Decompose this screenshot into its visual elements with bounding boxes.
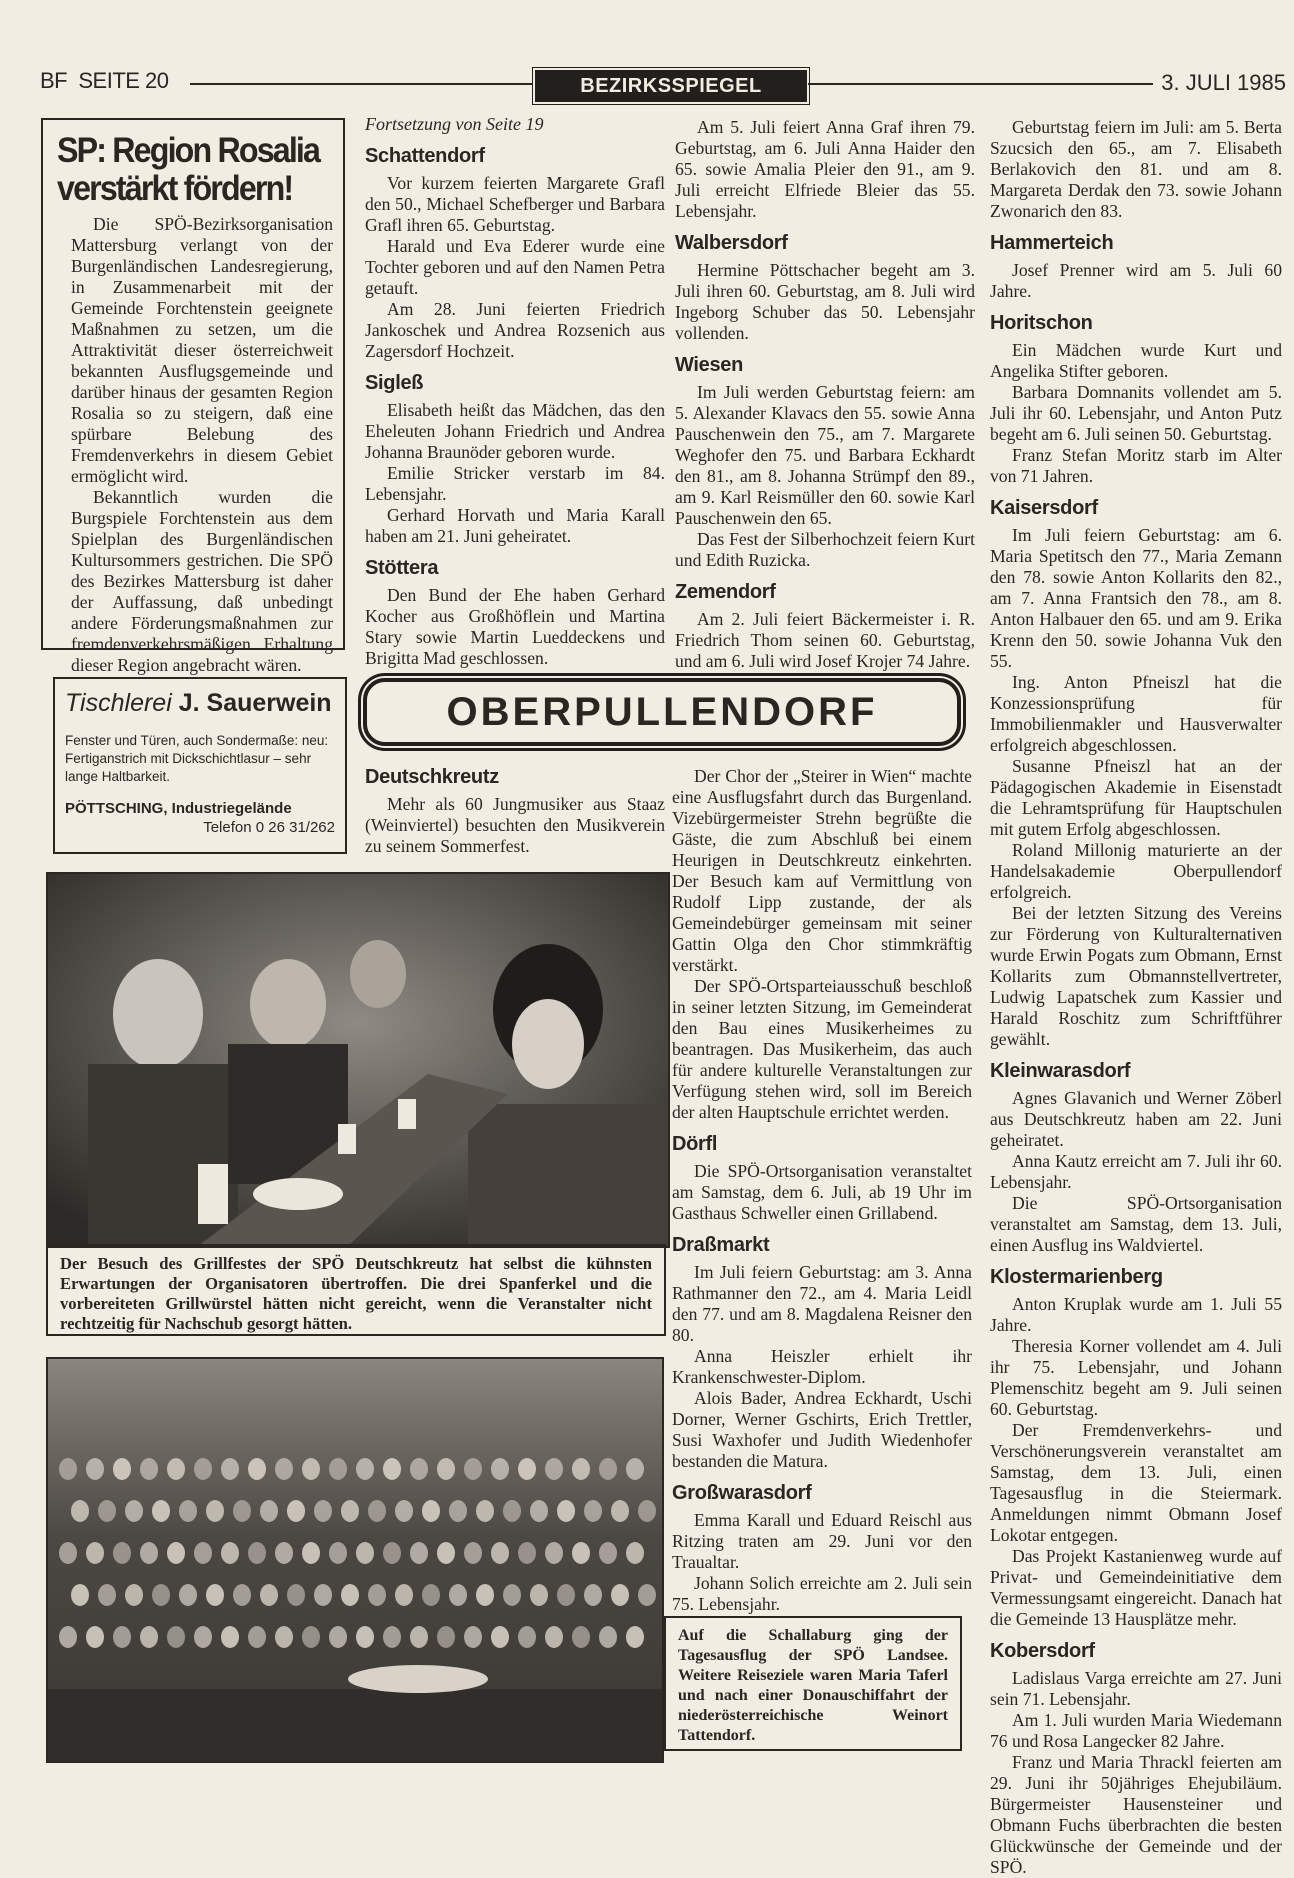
photo-caption: Der Besuch des Grillfestes der SPÖ Deutschkreutz hat selbst die kühnsten Erwartungen der Organisatoren übertroffen. Die drei Spanferkel und die vorbereiteten Grillwürstel hätten nicht gereicht, wenn die Veranstalter nicht rechtzeitig für Nachschub gesorgt hätten.: [46, 1244, 666, 1336]
crowd-face: [260, 1584, 278, 1606]
crowd-face: [206, 1500, 224, 1522]
article-paragraph: Am 5. Juli feiert Anna Graf ihren 79. Geburtstag, am 6. Juli Anna Haider den 65. sowie Amalia Pleier den 91., am 9. Juli erreicht Elfriede Bleier das 55. Lebensjahr.: [675, 117, 975, 221]
article-paragraph: Emilie Stricker verstarb im 84. Lebensjahr.: [365, 463, 665, 504]
news-item: [365, 371, 665, 547]
column-local-news: [365, 114, 665, 669]
photo-image: [48, 874, 668, 1246]
crowd-face: [287, 1584, 305, 1606]
crowd-face: [518, 1626, 536, 1648]
crowd-face: [368, 1500, 386, 1522]
crowd-face: [71, 1500, 89, 1522]
column-local-news: [675, 117, 975, 672]
crowd-face: [140, 1626, 158, 1648]
crowd-face: [59, 1626, 77, 1648]
article-paragraph: Emma Karall und Eduard Reischl aus Ritzing traten am 29. Juni vor den Traualtar.: [672, 1510, 972, 1572]
crowd-face: [572, 1626, 590, 1648]
article-paragraph: Der Chor der „Steirer in Wien“ machte eine Ausflugsfahrt durch das Burgenland. Vizebürgermeister Strehn begrüßte die Gäste, die zum Abschluß bei einem Heurigen in Deutschkreutz einkehrten. Der Besuch kam auf Vermittlung von Rudolf Lipp zustande, der als Gemeindebürger gemeinsam mit seiner Gattin Olga den Chor stimmkräftig verstärkt.: [672, 766, 972, 975]
ad-name: Tischlerei: [65, 689, 172, 717]
article-paragraph: Susanne Pfneiszl hat an der Pädagogischen Akademie in Eisenstadt die Lehramtsprüfung für Hauptschulen mit gutem Erfolg abgeschlossen.: [990, 756, 1282, 839]
crowd-face: [599, 1458, 617, 1480]
crowd-face: [140, 1542, 158, 1564]
town-heading: Zemendorf: [675, 581, 776, 603]
page-label: SEITE 20: [78, 68, 169, 93]
article-paragraph: Das Projekt Kastanienweg wurde auf Privat- und Gemeindeinitiative dem Vermessungsamt eingereicht. Danach hat die Gemeinde 13 Hausplätze mehr.: [990, 1546, 1282, 1629]
lead-headline: [57, 132, 320, 208]
crowd-face: [179, 1500, 197, 1522]
crowd-face: [518, 1458, 536, 1480]
town-heading: Klostermarienberg: [990, 1266, 1163, 1288]
article-paragraph: Mehr als 60 Jungmusiker aus Staaz (Weinviertel) besuchten den Musikverein zu seinem Sommerfest.: [365, 794, 665, 856]
article-paragraph: Am 1. Juli wurden Maria Wiedemann 76 und Rosa Langecker 82 Jahre.: [990, 1710, 1282, 1751]
article-paragraph: Die SPÖ-Ortsorganisation veranstaltet am Samstag, dem 13. Juli, einen Ausflug ins Waldviertel.: [990, 1193, 1282, 1255]
article-paragraph: Im Juli feiern Geburtstag: am 6. Maria Spetitsch den 77., Maria Zemann den 78. sowie Anton Kollarits den 82., am 7. Anna Frantsich den 78., am 8. Anton Halbauer den 65. und am 9. Erika Krenn den 50. sowie Johanna Vuk den 55.: [990, 525, 1282, 671]
crowd-face: [491, 1626, 509, 1648]
town-heading: Sigleß: [365, 372, 424, 394]
crowd-face: [167, 1458, 185, 1480]
article-paragraph: Am 2. Juli feiert Bäckermeister i. R. Friedrich Thom seinen 60. Geburtstag, und am 6. Juli wird Josef Krojer 74 Jahre.: [675, 609, 975, 671]
town-heading: Walbersdorf: [675, 232, 788, 254]
crowd-face: [422, 1500, 440, 1522]
town-heading: Kaisersdorf: [990, 497, 1098, 519]
crowd-face: [275, 1626, 293, 1648]
crowd-face: [437, 1458, 455, 1480]
crowd-face: [329, 1458, 347, 1480]
town-heading: Stöttera: [365, 557, 439, 579]
column-district-news: [672, 766, 972, 1615]
photo-grill-festival: [46, 872, 670, 1248]
news-item: [990, 1639, 1282, 1878]
crowd-face: [167, 1626, 185, 1648]
crowd-face: [314, 1500, 332, 1522]
crowd-face: [383, 1458, 401, 1480]
crowd-face: [437, 1626, 455, 1648]
crowd-face: [341, 1500, 359, 1522]
crowd-face: [530, 1500, 548, 1522]
news-item: [365, 556, 665, 669]
news-item: [672, 1233, 972, 1472]
news-item: [672, 1132, 972, 1224]
news-item: [675, 231, 975, 344]
issue-date: 3. JULI 1985: [1161, 70, 1286, 95]
crowd-face: [572, 1542, 590, 1564]
article-paragraph: Ein Mädchen wurde Kurt und Angelika Stifter geboren.: [990, 340, 1282, 381]
article-paragraph: Ladislaus Varga erreichte am 27. Juni sein 71. Lebensjahr.: [990, 1668, 1282, 1709]
crowd-face: [113, 1542, 131, 1564]
crowd-face: [125, 1584, 143, 1606]
crowd-face: [113, 1626, 131, 1648]
news-item: [672, 766, 972, 1123]
crowd-face: [449, 1584, 467, 1606]
section-badge: BEZIRKSSPIEGEL: [535, 70, 807, 102]
town-heading: Schattendorf: [365, 145, 485, 167]
crowd-face: [437, 1542, 455, 1564]
crowd-face: [194, 1626, 212, 1648]
crowd-face: [449, 1500, 467, 1522]
article-paragraph: Das Fest der Silberhochzeit feiern Kurt und Edith Ruzicka.: [675, 529, 975, 570]
news-item: [990, 117, 1282, 222]
crowd-face: [545, 1626, 563, 1648]
crowd-face: [59, 1542, 77, 1564]
article-paragraph: Im Juli werden Geburtstag feiern: am 5. Alexander Klavacs den 55. sowie Anna Pauschenwein den 75., am 7. Margarete Weghofer den 75. und Barbara Eckhardt den 81., am 8. Johanna Strümpf den 89., am 9. Karl Reismüller den 60. sowie Karl Pauschenwein den 65.: [675, 382, 975, 528]
crowd-face: [341, 1584, 359, 1606]
header-rule: [190, 83, 532, 85]
news-item: [990, 311, 1282, 487]
photo-image: [48, 1359, 662, 1761]
crowd-face: [545, 1458, 563, 1480]
crowd-face: [86, 1458, 104, 1480]
crowd-face: [599, 1542, 617, 1564]
town-heading: Draßmarkt: [672, 1234, 770, 1256]
crowd-face: [464, 1626, 482, 1648]
article-paragraph: Franz und Maria Thrackl feierten am 29. Juni ihr 50jähriges Ehejubiläum. Bürgermeister Hausensteiner und Obmann Fuchs überbrachten die besten Glückwünsche der Gemeinde und der SPÖ.: [990, 1752, 1282, 1877]
article-paragraph: Anton Kruplak wurde am 1. Juli 55 Jahre.: [990, 1294, 1282, 1335]
crowd-face: [221, 1458, 239, 1480]
crowd-face: [152, 1500, 170, 1522]
crowd-face: [626, 1458, 644, 1480]
continuation-note: Fortsetzung von Seite 19: [365, 114, 544, 134]
crowd-face: [302, 1542, 320, 1564]
crowd-face: [248, 1542, 266, 1564]
crowd-face: [221, 1542, 239, 1564]
crowd-face: [275, 1542, 293, 1564]
lead-body: [71, 214, 333, 676]
photo-group-excursion: [46, 1357, 664, 1763]
town-heading: Wiesen: [675, 354, 744, 376]
news-item: [990, 231, 1282, 302]
headline-line: verstärkt fördern!: [57, 169, 293, 208]
news-item: [365, 144, 665, 362]
article-paragraph: Bekanntlich wurden die Burgspiele Forchtenstein aus dem Spielplan des Burgenländischen Kultursommers gestrichen. Die SPÖ des Bezirkes Mattersburg ist daher der Auffassung, daß unbedingt andere Förderungsmaßnahmen zur fremdenverkehrsmäßigen Erhaltung dieser Region angebracht wären.: [71, 487, 333, 675]
crowd-face: [140, 1458, 158, 1480]
article-paragraph: Der SPÖ-Ortsparteiausschuß beschloß in seiner letzten Sitzung, im Gemeinderat den Bau eines Musikerheimes zu beantragen. Das Musikerheim, das auch für andere kulturelle Veranstaltungen zur Verfügung stehen wird, soll im Bereich der alten Hauptschule errichtet werden.: [672, 976, 972, 1122]
crowd-face: [476, 1500, 494, 1522]
crowd-face: [410, 1542, 428, 1564]
crowd-face: [248, 1458, 266, 1480]
article-paragraph: Franz Stefan Moritz starb im Alter von 71 Jahren.: [990, 445, 1282, 486]
article-paragraph: Alois Bader, Andrea Eckhardt, Uschi Dorner, Werner Gschirts, Erich Trettler, Susi Waxhofer und Judith Wiedenhofer bestanden die Matura.: [672, 1388, 972, 1471]
crowd-face: [59, 1458, 77, 1480]
article-paragraph: Josef Prenner wird am 5. Juli 60 Jahre.: [990, 260, 1282, 301]
article-paragraph: Agnes Glavanich und Werner Zöberl aus Deutschkreutz haben am 22. Juni geheiratet.: [990, 1088, 1282, 1150]
crowd-face: [194, 1458, 212, 1480]
crowd-face: [329, 1626, 347, 1648]
article-paragraph: Die SPÖ-Ortsorganisation veranstaltet am Samstag, dem 6. Juli, ab 19 Uhr im Gasthaus Schweller einen Grillabend.: [672, 1161, 972, 1223]
crowd-face: [356, 1458, 374, 1480]
crowd-face: [356, 1626, 374, 1648]
article-paragraph: Anna Heiszler erhielt ihr Krankenschwester-Diplom.: [672, 1346, 972, 1387]
crowd-face: [368, 1584, 386, 1606]
article-paragraph: Anna Kautz erreicht am 7. Juli ihr 60. Lebensjahr.: [990, 1151, 1282, 1192]
article-paragraph: Elisabeth heißt das Mädchen, das den Eheleuten Johann Friedrich und Andrea Johanna Braunöder geboren wurde.: [365, 400, 665, 462]
crowd-face: [302, 1626, 320, 1648]
crowd-face: [491, 1458, 509, 1480]
crowd-face: [260, 1500, 278, 1522]
crowd-face: [545, 1542, 563, 1564]
article-paragraph: Hermine Pöttschacher begeht am 3. Juli ihren 60. Geburtstag, am 8. Juli wird Ingeborg Schuber das 50. Lebensjahr vollenden.: [675, 260, 975, 343]
crowd-face: [179, 1584, 197, 1606]
crowd-face: [626, 1542, 644, 1564]
news-item: [675, 580, 975, 672]
article-paragraph: Johann Solich erreichte am 2. Juli sein 75. Lebensjahr.: [672, 1573, 972, 1614]
crowd-face: [167, 1542, 185, 1564]
crowd-face: [503, 1500, 521, 1522]
article-paragraph: Roland Millonig maturierte an der Handelsakademie Oberpullendorf erfolgreich.: [990, 840, 1282, 902]
crowd-face: [302, 1458, 320, 1480]
crowd-face: [329, 1542, 347, 1564]
article-paragraph: Theresia Korner vollendet am 4. Juli ihr 75. Lebensjahr, und Johann Plemenschitz begeht am 9. Juli seinen 60. Geburtstag.: [990, 1336, 1282, 1419]
crowd-face: [491, 1542, 509, 1564]
header-rule: [808, 83, 1153, 85]
crowd-face: [557, 1584, 575, 1606]
ad-name-bold: J. Sauerwein: [178, 689, 332, 717]
crowd-face: [275, 1458, 293, 1480]
crowd-face: [206, 1584, 224, 1606]
news-item: [990, 1059, 1282, 1256]
news-item: [672, 1481, 972, 1615]
crowd-face: [557, 1500, 575, 1522]
crowd-face: [530, 1584, 548, 1606]
article-paragraph: Den Bund der Ehe haben Gerhard Kocher aus Großhöflein und Martina Stary sowie Martin Lueddeckens und Brigitta Mad geschlossen.: [365, 585, 665, 668]
page-number: [40, 68, 169, 94]
crowd-face: [584, 1584, 602, 1606]
news-item: [990, 1265, 1282, 1630]
crowd-face: [98, 1500, 116, 1522]
crowd-face: [476, 1584, 494, 1606]
crowd-face: [221, 1626, 239, 1648]
crowd-face: [152, 1584, 170, 1606]
article-paragraph: Harald und Eva Ederer wurde eine Tochter geboren und auf den Namen Petra getauft.: [365, 236, 665, 298]
advertisement: [53, 677, 347, 854]
news-item: [365, 765, 665, 857]
crowd-face: [464, 1458, 482, 1480]
crowd-face: [410, 1458, 428, 1480]
headline-line: SP: Region Rosalia: [57, 131, 320, 170]
column-local-news: [990, 117, 1282, 1878]
crowd-face: [638, 1500, 656, 1522]
crowd-face: [572, 1458, 590, 1480]
article-paragraph: Vor kurzem feierten Margarete Grafl den 50., Michael Schefberger und Barbara Grafl ihren 65. Geburtstag.: [365, 173, 665, 235]
article-paragraph: Die SPÖ-Bezirksorganisation Mattersburg verlangt von der Burgenländischen Landesregierung, in Zusammenarbeit mit der Gemeinde Forchtenstein geeignete Maßnahmen zu setzen, um die Attraktivität dieser österreichweit bekannten Ausflugsgemeinde und darüber hinaus der gesamten Region Rosalia so zu steigern, daß eine spürbare Belebung des Fremdenverkehrs in diesem Gebiet ermöglicht wird.: [71, 214, 333, 486]
news-item: [990, 496, 1282, 1050]
article-paragraph: Gerhard Horvath und Maria Karall haben am 21. Juni geheiratet.: [365, 505, 665, 546]
crowd-face: [113, 1458, 131, 1480]
town-heading: Großwarasdorf: [672, 1482, 812, 1504]
crowd-face: [125, 1500, 143, 1522]
section-code: BF: [40, 68, 68, 93]
crowd-face: [287, 1500, 305, 1522]
crowd-face: [383, 1542, 401, 1564]
town-heading: Kleinwarasdorf: [990, 1060, 1131, 1082]
town-heading: Kobersdorf: [990, 1640, 1095, 1662]
article-paragraph: Im Juli feiern Geburtstag: am 3. Anna Rathmanner den 72., am 4. Maria Leidl den 77. und am 8. Magdalena Reisner den 80.: [672, 1262, 972, 1345]
ad-address: PÖTTSCHING, Industriegelände: [65, 800, 292, 817]
column-district-news: [365, 756, 665, 857]
town-heading: Deutschkreutz: [365, 766, 499, 788]
crowd-face: [638, 1584, 656, 1606]
crowd-face: [626, 1626, 644, 1648]
photo-caption: Auf die Schallaburg ging der Tagesausflug der SPÖ Landsee. Weitere Reiseziele waren Maria Taferl und nach einer Donauschiffahrt der niederösterreichische Weinort Tattendorf.: [664, 1616, 962, 1751]
crowd-face: [233, 1584, 251, 1606]
crowd-face: [98, 1584, 116, 1606]
article-paragraph: Am 28. Juni feierten Friedrich Jankoschek und Andrea Rozsenich aus Zagersdorf Hochzeit.: [365, 299, 665, 361]
ad-description: Fenster und Türen, auch Sondermaße: neu: Fertiganstrich mit Dickschichtlasur – sehr lange Haltbarkeit.: [65, 733, 329, 784]
crowd-face: [71, 1584, 89, 1606]
crowd-face: [356, 1542, 374, 1564]
crowd-face: [464, 1542, 482, 1564]
article-paragraph: Geburtstag feiern im Juli: am 5. Berta Szucsich den 65., am 7. Elisabeth Berlakovich den 81. und am 8. Margareta Derdak den 73. sowie Johann Zwonarich den 83.: [990, 117, 1282, 221]
crowd-face: [383, 1626, 401, 1648]
news-item: [675, 117, 975, 222]
crowd-face: [194, 1542, 212, 1564]
crowd-face: [248, 1626, 266, 1648]
crowd-face: [314, 1584, 332, 1606]
crowd-face: [503, 1584, 521, 1606]
town-heading: Horitschon: [990, 312, 1093, 334]
crowd-face: [233, 1500, 251, 1522]
news-item: [675, 353, 975, 571]
article-paragraph: Der Fremdenverkehrs- und Verschönerungsverein veranstaltet am Samstag, dem 13. Juli, einen Tagesausflug in die Steiermark. Anmeldungen nimmt Obmann Josef Lokotar entgegen.: [990, 1420, 1282, 1545]
crowd-face: [86, 1542, 104, 1564]
town-heading: Dörfl: [672, 1133, 718, 1155]
crowd-face: [611, 1500, 629, 1522]
crowd-face: [584, 1500, 602, 1522]
article-paragraph: Ing. Anton Pfneiszl hat die Konzessionsprüfung für Immobilienmakler und Hausverwalter erfolgreich abgeschlossen.: [990, 672, 1282, 755]
crowd-face: [611, 1584, 629, 1606]
crowd-face: [86, 1626, 104, 1648]
crowd-face: [395, 1584, 413, 1606]
article-paragraph: Bei der letzten Sitzung des Vereins zur Förderung von Kulturalternativen wurde Erwin Pogats zum Obmann, Ernst Kollarits zum Obmannstellvertreter, Ludwig Lapatschek zum Kassier und Harald Roschitz zum Schriftführer gewählt.: [990, 903, 1282, 1049]
ad-phone: Telefon 0 26 31/262: [203, 819, 335, 836]
lead-article: [41, 118, 345, 675]
crowd-face: [599, 1626, 617, 1648]
crowd-face: [410, 1626, 428, 1648]
crowd-face: [422, 1584, 440, 1606]
crowd-face: [518, 1542, 536, 1564]
district-banner: OBERPULLENDORF: [363, 678, 961, 746]
town-heading: Hammerteich: [990, 232, 1114, 254]
article-paragraph: Barbara Domnanits vollendet am 5. Juli ihr 60. Lebensjahr, und Anton Putz begeht am 6. Juli seinen 50. Geburtstag.: [990, 382, 1282, 444]
crowd-face: [395, 1500, 413, 1522]
